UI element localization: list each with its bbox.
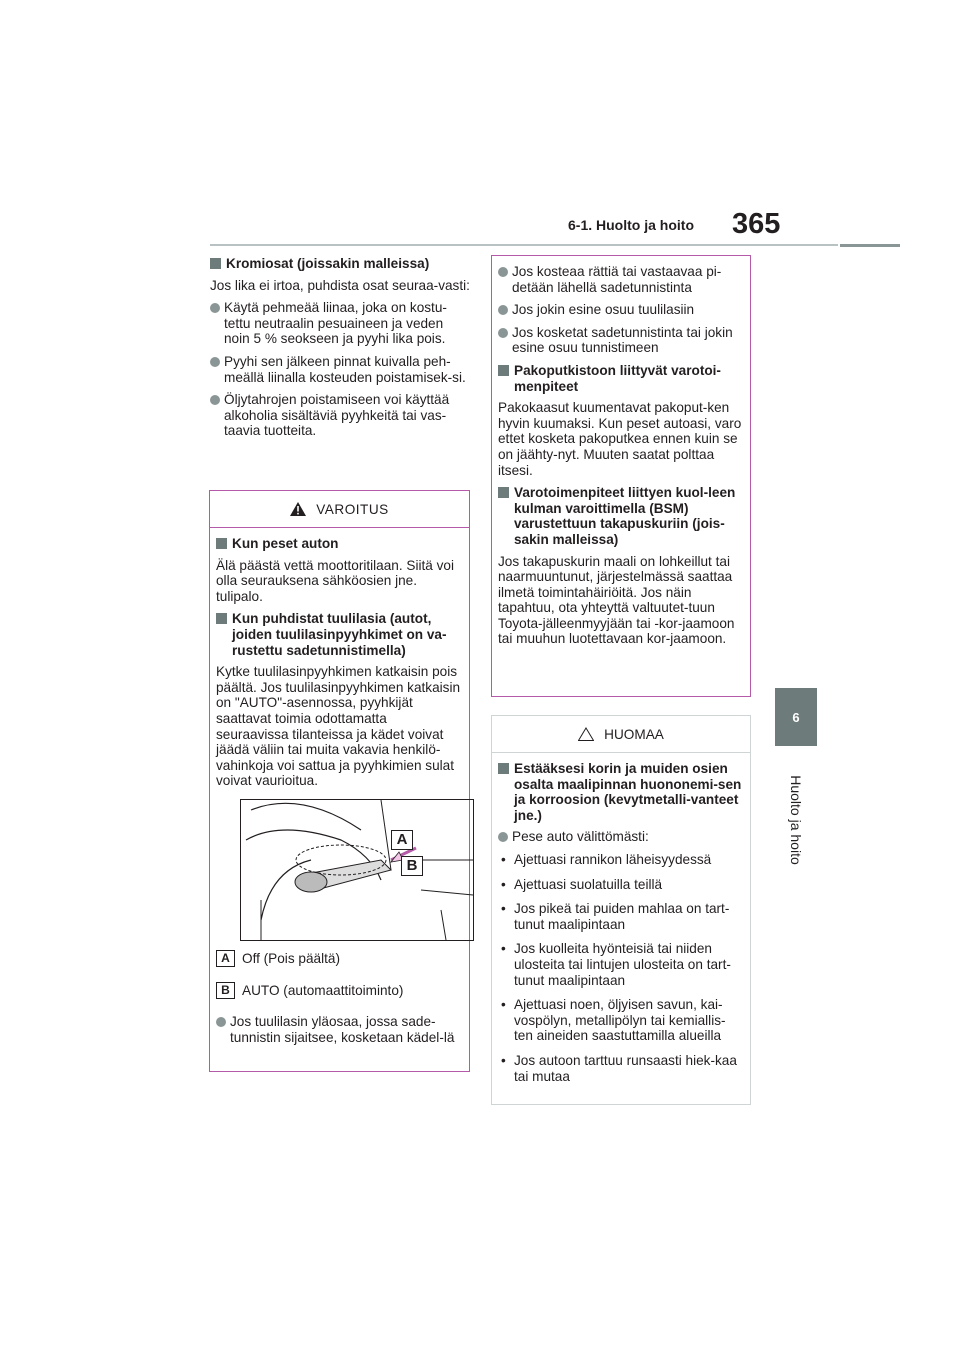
circle-bullet-icon — [498, 305, 508, 315]
square-bullet-icon — [498, 763, 509, 774]
list-item: Jos tuulilasin yläosaa, jossa sade-tunnistin sijaitsee, kosketaan kädel-lä — [216, 1014, 463, 1045]
circle-bullet-icon — [498, 267, 508, 277]
exhaust-text: Pakokaasut kuumentavat pakoput-ken hyvin kuumaksi. Kun peset autoasi, varo ettet kosketa pakoputkea ennen kuin se on jäähty-nyt. Muuten saatat polttaa itsesi. — [498, 400, 742, 478]
list-item: • Jos autoon tarttuu runsaasti hiek-kaa tai mutaa — [501, 1052, 737, 1084]
warning-box-continued — [491, 255, 751, 697]
bsm-text: Jos takapuskurin maali on lohkeillut tai naarmuuntunut, järjestelmässä saattaa ilmetä toimintahäiriöitä. Jos näin tapahtuu, ota yhteyttä valtuutet-tuun Toyota-jälleenmyyjään tai -kor-jaamoon tai muuhun luotettavaan kor-jaamoon. — [498, 553, 735, 647]
windshield-heading: Kun puhdistat tuulilasia (autot, joiden tuulilasinpyyhkimet on va-rustettu sadetunnistimella) — [216, 611, 463, 658]
header-divider — [210, 244, 838, 246]
notice-header: HUOMAA — [492, 716, 750, 753]
notice-triangle-icon — [578, 727, 594, 741]
wiper-switch-illustration — [240, 799, 474, 941]
list-item: • Ajettuasi rannikon läheisyydessä — [501, 851, 712, 867]
chapter-tab: 6 — [775, 688, 817, 746]
circle-bullet-icon — [498, 328, 508, 338]
list-item: • Jos kuolleita hyönteisiä tai niiden ulosteita tai lintujen ulosteita on tart-tunut maalipintaan — [501, 941, 731, 988]
warning-header: VAROITUS — [210, 491, 469, 528]
square-bullet-icon — [216, 538, 227, 549]
windshield-text: Kytke tuulilasinpyyhkimen katkaisin pois päältä. Jos tuulilasinpyyhkimen katkaisin on "AUTO"-asennossa, pyyhkijät saattavat toimia odottamatta seuraavissa tilanteissa ja kädet voivat jäädä väliin tai muita vakavia henkilö-vahinkoja voi sattua ja pyyhkimien sulat voivat vaurioitua. — [216, 664, 461, 789]
square-bullet-icon — [216, 613, 227, 624]
circle-bullet-icon — [210, 357, 220, 367]
chrome-intro: Jos lika ei irtoa, puhdista osat seuraa-vasti: — [210, 277, 470, 293]
section-title: 6-1. Huolto ja hoito — [568, 217, 694, 233]
bsm-heading: Varotoimenpiteet liittyen kuol-leen kulman varoittimella (BSM) varustettuun takapuskuriin (jois-sakin malleissa) — [498, 485, 744, 547]
chrome-parts-heading: Kromiosat (joissakin malleissa) — [210, 256, 470, 272]
square-bullet-icon — [210, 258, 221, 269]
page-number: 365 — [732, 208, 781, 240]
circle-bullet-icon — [216, 1017, 226, 1027]
list-item: Käytä pehmeää liinaa, joka on kostu-tettu neutraalin pesuaineen ja veden noin 5 % seokseen ja pyyhi lika pois. — [210, 300, 470, 347]
square-bullet-icon — [498, 487, 509, 498]
exhaust-heading: Pakoputkistoon liittyvät varotoi-menpiteet — [498, 363, 744, 394]
list-item: Pese auto välittömästi: — [498, 829, 744, 845]
list-item: Jos kosketat sadetunnistinta tai jokin esine osuu tunnistimeen — [498, 325, 744, 356]
list-item: • Ajettuasi noen, öljyisen savun, kai-vospölyn, metallipölyn tai kemiallis-ten aineiden saastuttamilla alueilla — [501, 997, 726, 1044]
circle-bullet-icon — [210, 395, 220, 405]
washing-heading: Kun peset auton — [216, 536, 463, 552]
legend-b: B AUTO (automaattitoiminto) — [216, 983, 463, 999]
list-item: • Jos pikeä tai puiden mahlaa on tart-tunut maalipintaan — [501, 901, 730, 932]
circle-bullet-icon — [210, 303, 220, 313]
circle-bullet-icon — [498, 832, 508, 842]
list-item: Jos jokin esine osuu tuulilasiin — [498, 302, 744, 318]
legend-a: A Off (Pois päältä) — [216, 951, 463, 967]
left-column — [210, 256, 470, 446]
notice-box — [491, 715, 751, 1105]
paint-protection-heading: Estääksesi korin ja muiden osien osalta maalipinnan huononemi-sen ja korroosion (kevytmetalli-vanteet jne.) — [498, 761, 744, 823]
callout-a: A — [391, 830, 413, 850]
warning-box — [209, 490, 470, 1072]
steering-column-drawing — [241, 800, 473, 940]
callout-b: B — [401, 856, 423, 876]
list-item: Öljytahrojen poistamiseen voi käyttää alkoholia sisältäviä pyyhkeitä tai vas-taavia tuotteita. — [210, 392, 470, 439]
chapter-label: Huolto ja hoito — [788, 775, 804, 865]
warning-triangle-icon — [290, 502, 306, 516]
square-bullet-icon — [498, 365, 509, 376]
list-item: • Ajettuasi suolatuilla teillä — [501, 876, 663, 892]
list-item: Jos kosteaa rättiä tai vastaavaa pi-detään lähellä sadetunnistinta — [498, 264, 744, 295]
washing-text: Älä päästä vettä moottoritilaan. Siitä voi olla seurauksena sähköosien jne. tulipalo. — [216, 557, 455, 604]
list-item: Pyyhi sen jälkeen pinnat kuivalla peh-meällä liinalla kosteuden poistamisek-si. — [210, 354, 470, 385]
header-rule-accent — [840, 244, 900, 247]
